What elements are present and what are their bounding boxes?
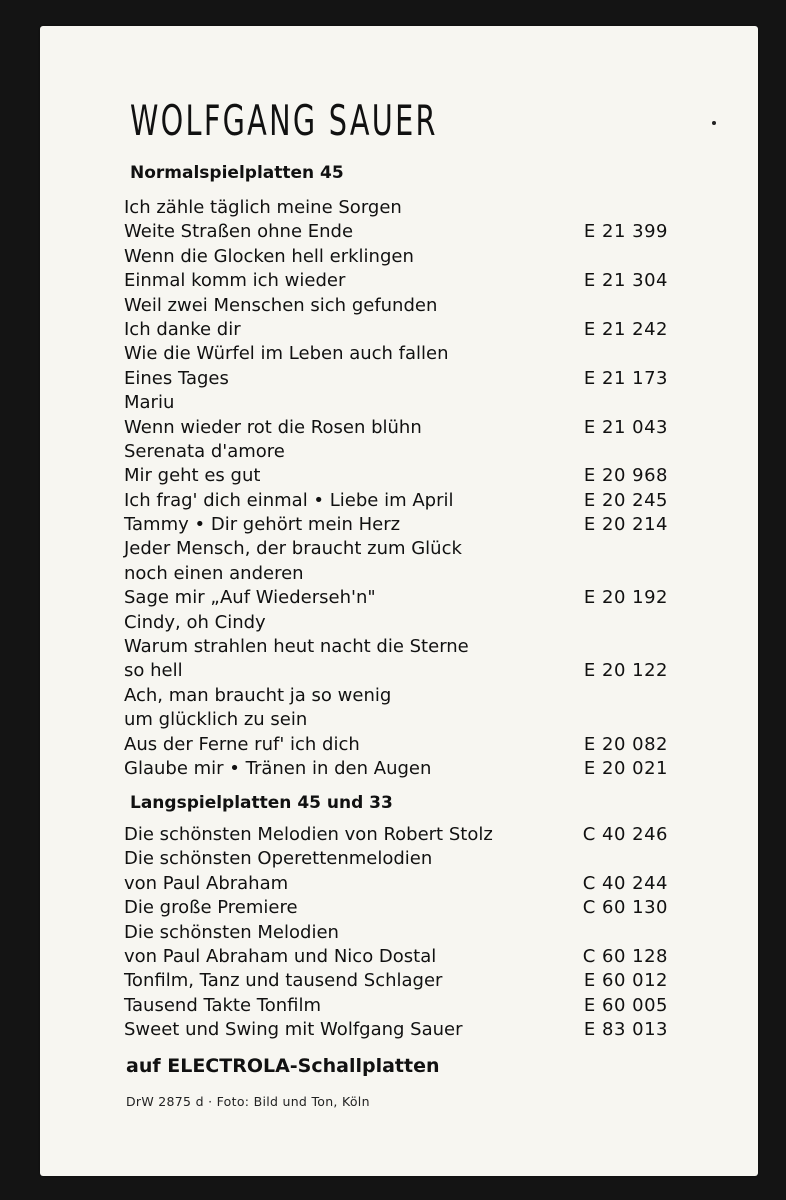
record-title: Warum strahlen heut nacht die Sterne [124,636,469,658]
catalog-number: E 21 399 [583,221,668,243]
catalog-number: E 21 304 [583,270,668,292]
catalog-number: E 20 968 [583,465,668,487]
record-row [124,873,672,897]
record-title: Wenn die Glocken hell erklingen [124,245,414,267]
record-title: Cindy, oh Cindy [124,611,266,633]
catalog-number: C 40 244 [582,872,668,894]
record-row [124,563,672,587]
record-row [124,197,672,221]
catalog-number: E 21 043 [583,416,668,438]
record-row [124,709,672,733]
catalog-number: E 20 192 [583,587,668,609]
catalog-number: C 60 128 [582,945,668,967]
catalog-number: E 20 122 [583,660,668,682]
print-speck [712,121,716,125]
record-row [124,392,672,416]
record-row [124,587,672,611]
record-title: Weil zwei Menschen sich gefunden [124,294,438,316]
record-title: von Paul Abraham und Nico Dostal [124,945,437,967]
record-row [124,734,672,758]
record-row [124,946,672,970]
record-title: Tammy • Dir gehört mein Herz [124,514,401,536]
record-title: Tonfilm, Tanz und tausend Schlager [124,970,443,992]
record-title: Tausend Takte Tonfilm [124,994,322,1016]
catalog-number: E 60 005 [583,994,668,1016]
photo-credit: DrW 2875 d · Foto: Bild und Ton, Köln [126,1094,370,1109]
record-title: Aus der Ferne ruf' ich dich [124,733,360,755]
record-title: Ach, man braucht ja so wenig [124,684,392,706]
lps-list [124,824,672,1044]
record-title: Jeder Mensch, der braucht zum Glück [124,538,462,560]
record-title: Sage mir „Auf Wiederseh'n" [124,587,376,609]
record-title: Ich zähle täglich meine Sorgen [124,197,402,218]
record-title: Eines Tages [124,367,229,389]
record-row [124,465,672,489]
record-title: Wenn wieder rot die Rosen blühn [124,416,422,438]
record-title: Mir geht es gut [124,465,261,487]
record-title: Serenata d'amore [124,440,285,462]
catalog-number: C 60 130 [582,897,668,919]
record-row [124,441,672,465]
record-row [124,995,672,1019]
record-row [124,538,672,562]
record-row [124,270,672,294]
singles-list [124,197,672,782]
record-row [124,636,672,660]
catalog-number: E 83 013 [583,1019,668,1041]
record-title: Mariu [124,392,175,414]
record-title: Die schönsten Melodien [124,921,339,943]
record-title: Einmal komm ich wieder [124,270,346,292]
record-row [124,970,672,994]
record-row [124,514,672,538]
record-row [124,660,672,684]
label-brand: auf ELECTROLA-Schallplatten [126,1055,440,1077]
catalog-number: E 60 012 [583,970,668,992]
record-row [124,368,672,392]
record-row [124,824,672,848]
catalog-number: E 20 082 [583,733,668,755]
record-title: um glücklich zu sein [124,709,308,731]
record-title: Die schönsten Operettenmelodien [124,848,433,870]
record-row [124,922,672,946]
record-title: von Paul Abraham [124,872,289,894]
section-heading-lps: Langspielplatten 45 und 33 [130,793,393,813]
record-title: Sweet und Swing mit Wolfgang Sauer [124,1019,463,1041]
record-title: noch einen anderen [124,562,304,584]
record-row [124,897,672,921]
record-row [124,319,672,343]
record-title: so hell [124,660,183,682]
section-heading-singles: Normalspielplatten 45 [130,163,344,183]
catalog-number: E 20 214 [583,514,668,536]
catalog-number: E 20 245 [583,489,668,511]
record-row [124,758,672,782]
record-row [124,343,672,367]
record-row [124,221,672,245]
catalog-number: E 21 242 [583,318,668,340]
record-title: Die schönsten Melodien von Robert Stolz [124,824,493,845]
record-title: Die große Premiere [124,897,298,919]
record-row [124,685,672,709]
record-title: Glaube mir • Tränen in den Augen [124,757,432,779]
record-title: Weite Straßen ohne Ende [124,221,354,243]
catalog-number: C 40 246 [582,824,668,845]
record-title: Ich danke dir [124,318,241,340]
record-row [124,612,672,636]
record-row [124,490,672,514]
record-title: Wie die Würfel im Leben auch fallen [124,343,449,365]
artist-title: WOLFGANG SAUER [130,96,438,145]
record-row [124,1019,672,1043]
catalog-number: E 21 173 [583,367,668,389]
record-title: Ich frag' dich einmal • Liebe im April [124,489,454,511]
catalog-number: E 20 021 [583,757,668,779]
record-row [124,295,672,319]
record-row [124,848,672,872]
record-row [124,246,672,270]
record-row [124,417,672,441]
